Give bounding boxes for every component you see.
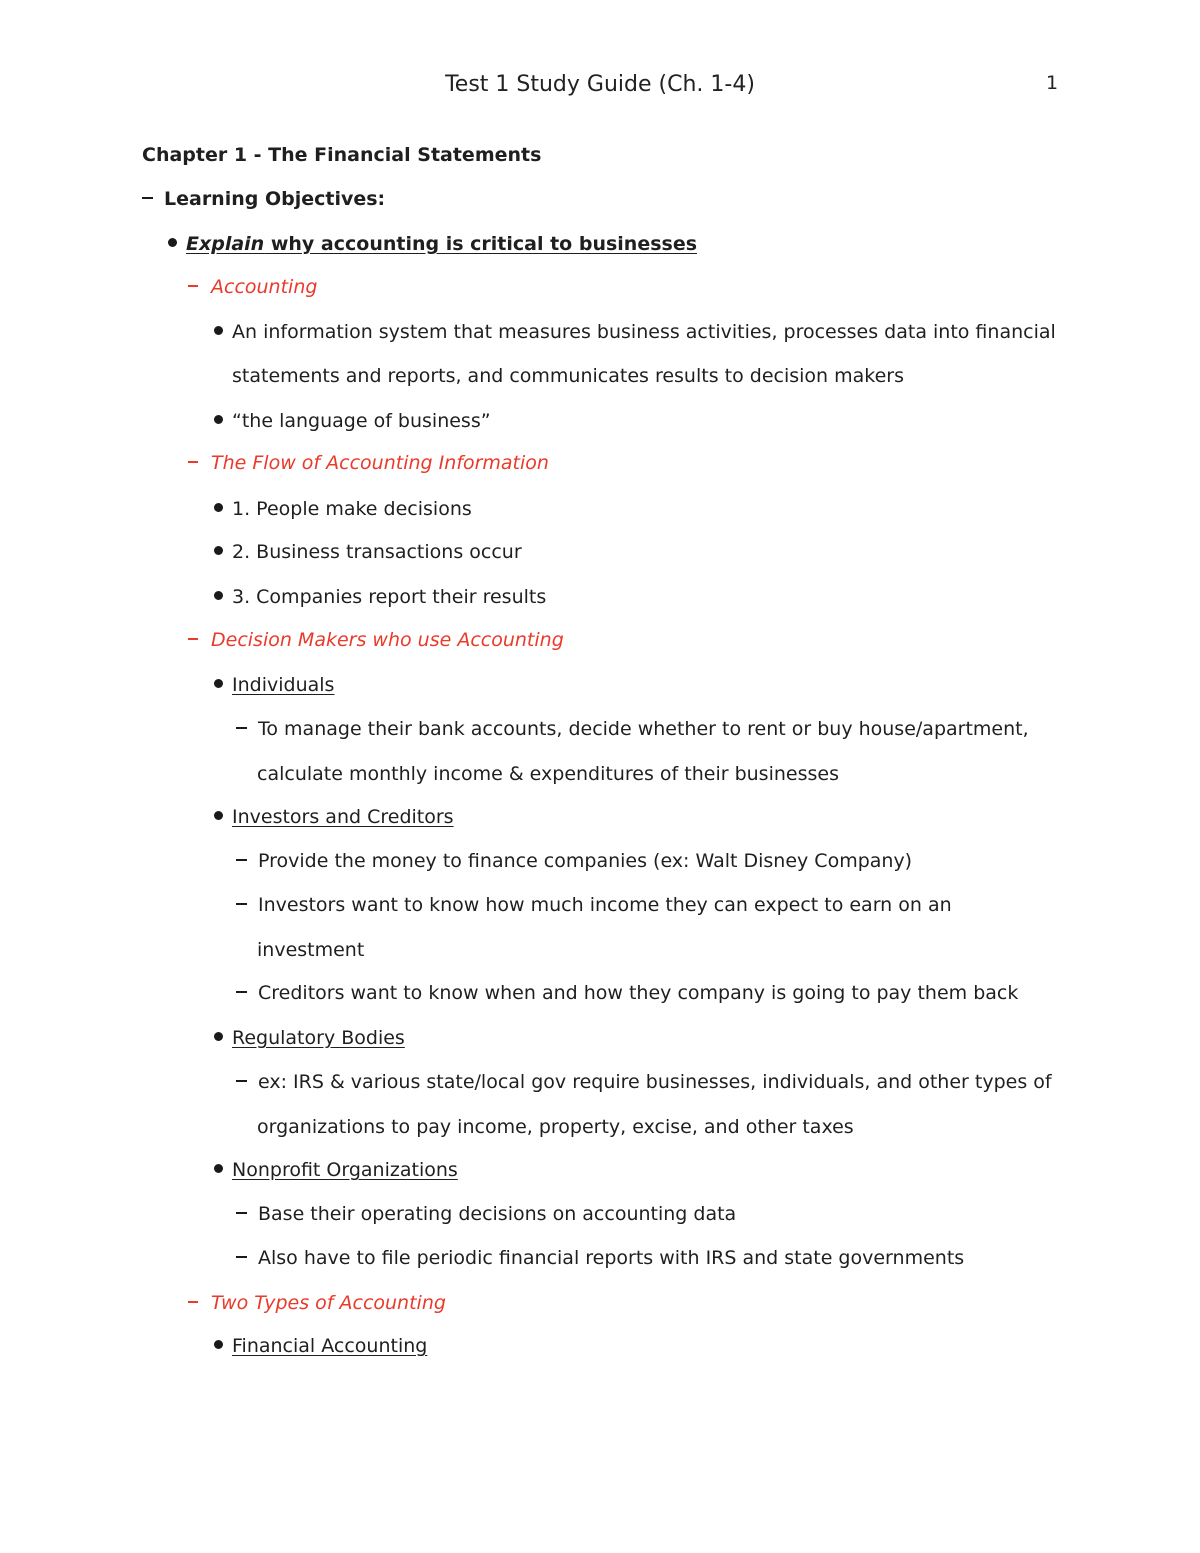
list-item-text: Regulatory Bodies [232, 1027, 405, 1049]
list-item-text: 3. Companies report their results [232, 586, 547, 608]
list-item [214, 540, 522, 564]
objective-item [168, 232, 697, 256]
list-item [214, 320, 1056, 344]
dash-bullet-icon [236, 1256, 247, 1258]
dot-bullet-icon [214, 1164, 223, 1173]
dot-bullet-icon [214, 546, 223, 555]
dash-bullet-icon [236, 991, 247, 993]
dot-bullet-icon [168, 238, 177, 247]
list-item [214, 497, 472, 521]
objective-rest: why accounting is critical to businesses [264, 233, 698, 255]
dash-bullet-icon [188, 1301, 198, 1303]
sub-item [236, 893, 952, 917]
sub-item-text: Provide the money to finance companies (ex: Walt Disney Company) [258, 850, 913, 872]
sub-item [236, 717, 1029, 741]
section-decision-makers-label: Decision Makers who use Accounting [211, 629, 564, 651]
section-accounting-label: Accounting [211, 276, 318, 298]
section-flow-label: The Flow of Accounting Information [211, 452, 549, 474]
list-item [214, 585, 546, 609]
sub-item [236, 849, 912, 873]
dot-bullet-icon [214, 679, 223, 688]
list-item-text: Investors and Creditors [232, 806, 454, 828]
objective-text [186, 233, 697, 255]
section-types-label: Two Types of Accounting [211, 1292, 446, 1314]
objective-emphasis: Explain [186, 233, 265, 255]
list-item-text: An information system that measures business activities, processes data into financial [232, 321, 1056, 343]
dot-bullet-icon [214, 326, 223, 335]
dot-bullet-icon [214, 503, 223, 512]
section-decision-makers [188, 628, 564, 652]
list-item [214, 805, 454, 829]
dot-bullet-icon [214, 1032, 223, 1041]
dot-bullet-icon [214, 415, 223, 424]
list-item-continuation: statements and reports, and communicates results to decision makers [232, 365, 904, 387]
sub-item-text: To manage their bank accounts, decide whether to rent or buy house/apartment, [258, 718, 1029, 740]
dash-bullet-icon [236, 1212, 247, 1214]
sub-item [236, 1202, 736, 1226]
sub-item-continuation: calculate monthly income & expenditures of their businesses [257, 763, 839, 785]
sub-item-continuation: organizations to pay income, property, excise, and other taxes [257, 1116, 854, 1138]
sub-item-text: Investors want to know how much income they can expect to earn on an [258, 894, 952, 916]
page-title: Test 1 Study Guide (Ch. 1-4) [445, 72, 755, 97]
dash-bullet-icon [188, 461, 198, 463]
dash-bullet-icon [236, 727, 247, 729]
sub-item-text: Creditors want to know when and how they company is going to pay them back [258, 982, 1019, 1004]
list-item-text: Financial Accounting [232, 1335, 428, 1357]
section-flow [188, 451, 549, 475]
list-item-text: Nonprofit Organizations [232, 1159, 458, 1181]
sub-item-text: Also have to file periodic financial reports with IRS and state governments [258, 1247, 965, 1269]
dash-bullet-icon [142, 197, 153, 199]
list-item-text: “the language of business” [232, 410, 491, 432]
list-item-text: Individuals [232, 674, 335, 696]
dot-bullet-icon [214, 1340, 223, 1349]
list-item [214, 1158, 458, 1182]
sub-item-continuation: investment [257, 939, 365, 961]
dash-bullet-icon [236, 1080, 247, 1082]
learning-objectives-label: Learning Objectives: [164, 188, 386, 210]
dot-bullet-icon [214, 591, 223, 600]
page-number: 1 [1046, 72, 1059, 94]
list-item [214, 409, 491, 433]
dash-bullet-icon [236, 859, 247, 861]
list-item [214, 673, 334, 697]
chapter-heading: Chapter 1 - The Financial Statements [142, 144, 542, 166]
learning-objectives-item [142, 187, 385, 211]
dash-bullet-icon [188, 638, 198, 640]
sub-item [236, 981, 1018, 1005]
list-item-text: 1. People make decisions [232, 498, 472, 520]
section-accounting [188, 275, 317, 299]
sub-item-text: Base their operating decisions on accounting data [258, 1203, 737, 1225]
section-types [188, 1291, 446, 1315]
list-item-text: 2. Business transactions occur [232, 541, 522, 563]
sub-item-text: ex: IRS & various state/local gov require businesses, individuals, and other types of [258, 1071, 1052, 1093]
sub-item [236, 1246, 964, 1270]
dash-bullet-icon [188, 285, 198, 287]
list-item [214, 1026, 405, 1050]
list-item [214, 1334, 427, 1358]
dash-bullet-icon [236, 903, 247, 905]
sub-item [236, 1070, 1052, 1094]
dot-bullet-icon [214, 811, 223, 820]
